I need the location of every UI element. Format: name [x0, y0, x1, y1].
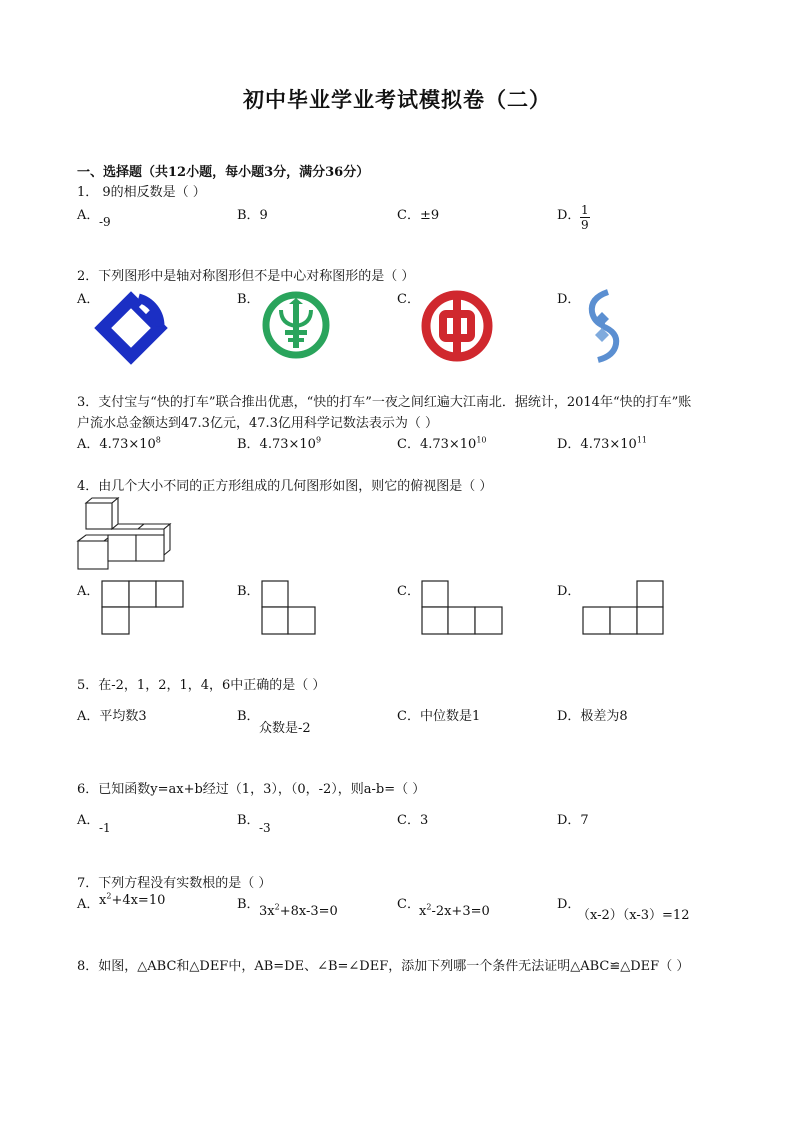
question-1-stem: 1． 9的相反数是（ ）	[77, 185, 206, 200]
shenzhen-development-bank-logo-icon	[578, 288, 628, 364]
question-1-option-d-fraction	[580, 203, 590, 232]
question-7-option-d-label: D．	[557, 897, 581, 912]
question-1-option-d-label: D．	[557, 208, 581, 223]
question-4-option-c: C．	[397, 584, 420, 599]
construction-bank-logo-icon	[99, 292, 167, 358]
question-7-option-c	[419, 904, 490, 919]
top-view-option-a-figure	[101, 580, 185, 636]
question-8-stem: 8．如图，△ABC和△DEF中，AB=DE、∠B=∠DEF，添加下列哪一个条件无法证明△ABC≌△DEF（ ）	[77, 959, 690, 974]
exponent: 2	[274, 902, 280, 912]
question-7-option-b-label: B．	[237, 897, 260, 912]
question-6-stem: 6．已知函数y=ax+b经过（1，3），（0，-2），则a-b=（ ）	[77, 782, 426, 797]
question-3-option-b	[237, 433, 321, 452]
question-4-option-a: A．	[77, 584, 100, 599]
question-7-option-a-label: A．	[77, 897, 100, 912]
question-4-option-b: B．	[237, 584, 260, 599]
term: 3x	[259, 904, 275, 919]
question-5-stem: 5．在-2，1，2，1，4，6中正确的是（ ）	[77, 678, 326, 693]
question-2-option-d: D．	[557, 292, 581, 307]
question-5-option-d: D．极差为8	[557, 709, 628, 724]
question-6-option-b: -3	[259, 821, 271, 835]
option-text: A．4.73×10	[77, 437, 156, 452]
term: x	[419, 904, 427, 919]
exponent: 11	[636, 435, 647, 445]
question-2-option-a: A．	[77, 292, 100, 307]
question-2-option-b: B．	[237, 292, 260, 307]
question-1-option-c: C．±9	[397, 208, 440, 223]
question-3-line1: 3．支付宝与“快的打车”联合推出优惠，“快的打车”一夜之间红遍大江南北．据统计，2014年“快的打车”账	[77, 395, 692, 410]
question-2-stem: 2．下列图形中是轴对称图形但不是中心对称图形的是（ ）	[77, 269, 415, 284]
question-2-option-c: C．	[397, 292, 420, 307]
question-7-option-c-label: C．	[397, 897, 420, 912]
question-5-option-c: C．中位数是1	[397, 709, 481, 724]
question-4-option-d: D．	[557, 584, 581, 599]
question-5-option-b: 众数是-2	[259, 721, 311, 736]
term: +4x=10	[111, 893, 166, 908]
term: +8x-3=0	[279, 904, 338, 919]
top-view-option-d-figure	[582, 580, 666, 636]
term: -2x+3=0	[431, 904, 490, 919]
question-6-option-a-label: A．	[77, 813, 100, 828]
question-7-option-d: （x-2）（x-3）=12	[577, 908, 690, 923]
question-7-stem: 7．下列方程没有实数根的是（ ）	[77, 876, 272, 891]
question-3-line2: 户流水总金额达到47.3亿元，47.3亿用科学记数法表示为（ ）	[77, 416, 439, 431]
question-7-option-b	[259, 904, 338, 919]
question-1-option-b: B．9	[237, 208, 268, 223]
section-heading: 一、选择题（共12小题，每小题3分，满分36分）	[77, 165, 370, 180]
question-6-option-b-label: B．	[237, 813, 260, 828]
exponent: 2	[426, 902, 432, 912]
question-1-option-a: -9	[99, 215, 111, 229]
top-view-option-b-figure	[261, 580, 319, 636]
question-3-option-a	[77, 433, 161, 452]
exponent: 10	[476, 435, 487, 445]
page-title: 初中毕业学业考试模拟卷（二）	[243, 87, 551, 112]
option-text: B．4.73×10	[237, 437, 316, 452]
option-text: D．4.73×10	[557, 437, 637, 452]
bank-of-china-logo-icon	[421, 290, 493, 362]
term: x	[99, 893, 107, 908]
question-1-option-a-label: A．	[77, 208, 100, 223]
agricultural-bank-logo-icon	[261, 290, 331, 360]
question-5-option-b-label: B．	[237, 709, 260, 724]
question-6-option-a: -1	[99, 821, 111, 835]
fraction-denominator: 9	[581, 218, 589, 232]
cube-solid-figure	[78, 497, 178, 571]
question-3-option-c	[397, 433, 487, 452]
fraction-numerator: 1	[581, 203, 589, 217]
exponent: 9	[315, 435, 322, 445]
exponent: 2	[106, 891, 112, 901]
question-4-stem: 4．由几个大小不同的正方形组成的几何图形如图，则它的俯视图是（ ）	[77, 479, 493, 494]
option-text: C．4.73×10	[397, 437, 477, 452]
top-view-option-c-figure	[421, 580, 505, 636]
question-3-option-d	[557, 433, 647, 452]
question-6-option-d: D．7	[557, 813, 589, 828]
question-6-option-c: C．3	[397, 813, 429, 828]
exponent: 8	[155, 435, 161, 445]
question-7-option-a	[99, 893, 165, 908]
question-5-option-a: A．平均数3	[77, 709, 147, 724]
